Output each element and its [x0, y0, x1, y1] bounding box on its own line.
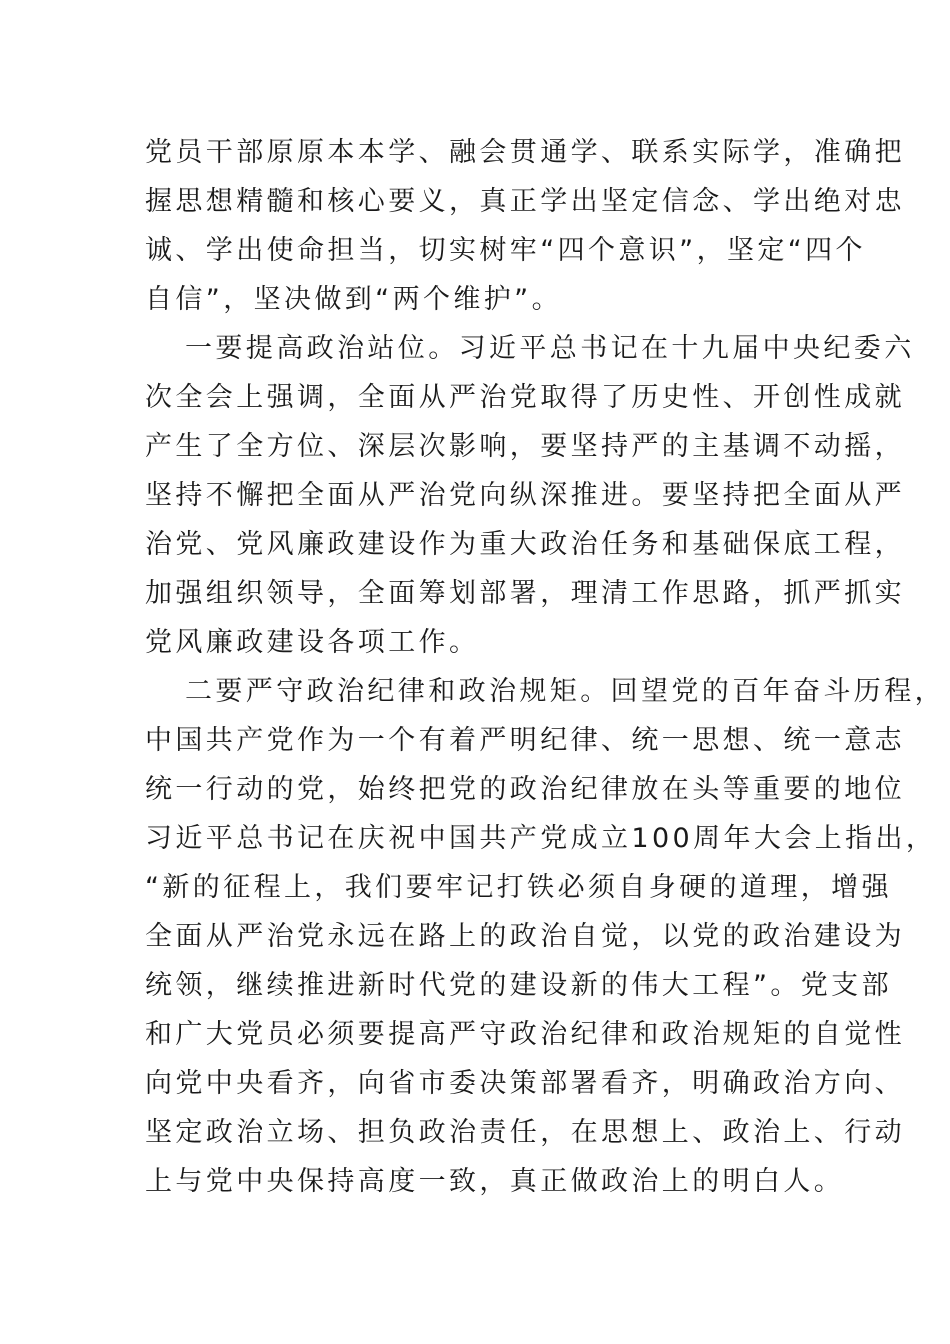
paragraph-point-one: [145, 324, 915, 667]
text-line: 党风廉政建设各项工作。: [145, 627, 480, 658]
text-line: 治党、党风廉政建设作为重大政治任务和基础保底工程，: [145, 529, 905, 560]
text-line: 党员干部原原本本学、融会贯通学、联系实际学，准确把: [145, 137, 905, 168]
text-line: 产生了全方位、深层次影响，要坚持严的主基调不动摇，: [145, 431, 905, 462]
paragraph-point-two: [145, 667, 945, 1206]
text-line: “新的征程上，我们要牢记打铁必须自身硬的道理，增强: [145, 872, 892, 903]
text-line: 坚持不懈把全面从严治党向纵深推进。要坚持把全面从严: [145, 480, 905, 511]
text-line: 坚定政治立场、担负政治责任，在思想上、政治上、行动: [145, 1117, 905, 1148]
text-line: 中国共产党作为一个有着严明纪律、统一思想、统一意志: [145, 725, 905, 756]
text-line: 诚、学出使命担当，切实树牢“四个意识”，坚定“四个: [145, 235, 866, 266]
text-line: 全面从严治党永远在路上的政治自觉，以党的政治建设为: [145, 921, 905, 952]
text-line: 二要严守政治纪律和政治规矩。回望党的百年奋斗历程，: [185, 676, 945, 707]
text-line: 统领，继续推进新时代党的建设新的伟大工程”。党支部: [145, 970, 892, 1001]
text-line: 加强组织领导，全面筹划部署，理清工作思路，抓严抓实: [145, 578, 905, 609]
document-body: [145, 128, 945, 1206]
text-line: 握思想精髓和核心要义，真正学出坚定信念、学出绝对忠: [145, 186, 905, 217]
text-line: 一要提高政治站位。习近平总书记在十九届中央纪委六: [185, 333, 915, 364]
text-line: 自信”，坚决做到“两个维护”。: [145, 284, 562, 315]
text-line: 统一行动的党，始终把党的政治纪律放在头等重要的地位: [145, 774, 905, 805]
paragraph-intro-continuation: [145, 128, 905, 324]
text-line: 上与党中央保持高度一致，真正做政治上的明白人。: [145, 1166, 845, 1197]
text-line: 次全会上强调，全面从严治党取得了历史性、开创性成就: [145, 382, 905, 413]
text-line: 和广大党员必须要提高严守政治纪律和政治规矩的自觉性: [145, 1019, 905, 1050]
text-line: 习近平总书记在庆祝中国共产党成立100周年大会上指出，: [145, 823, 937, 854]
text-line: 向党中央看齐，向省市委决策部署看齐，明确政治方向、: [145, 1068, 905, 1099]
